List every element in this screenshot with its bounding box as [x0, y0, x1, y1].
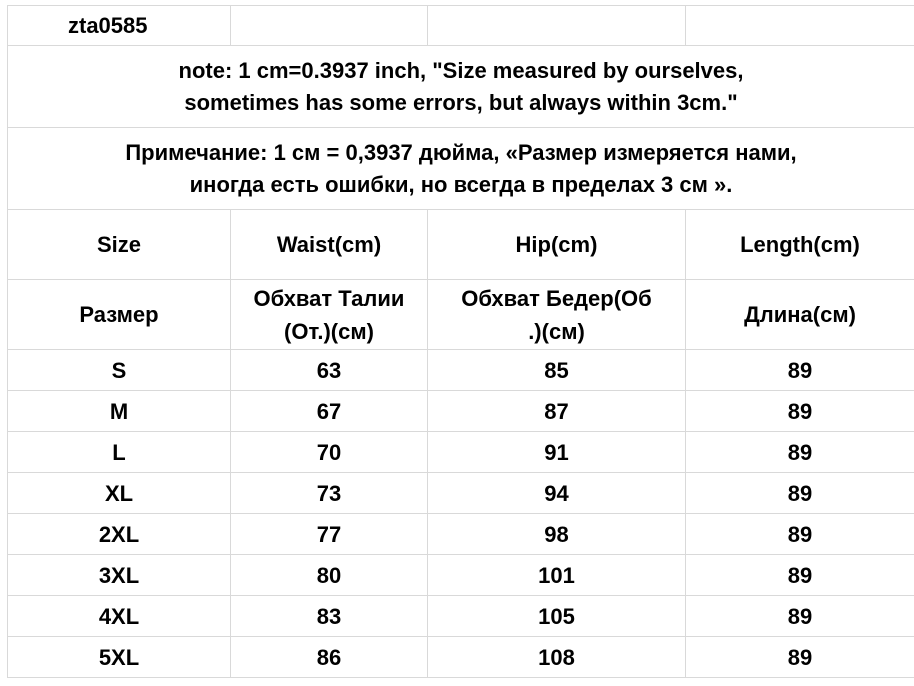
- header-waist: Waist(cm): [231, 210, 428, 280]
- header-ru-length-line-1: Длина(см): [744, 302, 856, 327]
- table-row: [8, 432, 914, 473]
- size-cell: L: [8, 432, 231, 473]
- waist-cell: 63: [231, 350, 428, 391]
- table-row: [8, 637, 914, 678]
- empty-cell: [231, 6, 428, 46]
- note-english-line-1: note: 1 cm=0.3937 inch, "Size measured by ourselves,: [178, 57, 744, 83]
- hip-cell: 105: [428, 596, 686, 637]
- header-ru-size-line-1: Размер: [79, 302, 159, 327]
- product-code-cell: zta0585: [8, 6, 231, 46]
- size-cell: XL: [8, 473, 231, 514]
- header-length: Length(cm): [686, 210, 914, 280]
- waist-cell: 73: [231, 473, 428, 514]
- header-russian-row: [8, 280, 914, 350]
- header-ru-waist-line-2: (От.)(см): [284, 318, 374, 344]
- waist-cell: 70: [231, 432, 428, 473]
- note-russian-cell: [8, 128, 914, 210]
- hip-cell: 85: [428, 350, 686, 391]
- length-cell: 89: [686, 514, 914, 555]
- length-cell: 89: [686, 391, 914, 432]
- hip-cell: 87: [428, 391, 686, 432]
- table-row: [8, 596, 914, 637]
- note-russian-line-1: Примечание: 1 см = 0,3937 дюйма, «Размер измеряется нами,: [125, 139, 797, 165]
- header-ru-hip: [428, 280, 686, 350]
- waist-cell: 67: [231, 391, 428, 432]
- size-chart-table: [7, 5, 914, 678]
- waist-cell: 80: [231, 555, 428, 596]
- length-cell: 89: [686, 637, 914, 678]
- length-cell: 89: [686, 473, 914, 514]
- header-ru-hip-line-2: .)(см): [528, 318, 585, 344]
- header-size: Size: [8, 210, 231, 280]
- size-cell: 4XL: [8, 596, 231, 637]
- table-row: [8, 473, 914, 514]
- header-ru-waist: [231, 280, 428, 350]
- hip-cell: 94: [428, 473, 686, 514]
- header-english-row: [8, 210, 914, 280]
- hip-cell: 98: [428, 514, 686, 555]
- note-russian-row: [8, 128, 914, 210]
- hip-cell: 101: [428, 555, 686, 596]
- size-cell: S: [8, 350, 231, 391]
- note-english-cell: [8, 46, 914, 128]
- header-hip: Hip(cm): [428, 210, 686, 280]
- waist-cell: 83: [231, 596, 428, 637]
- waist-cell: 77: [231, 514, 428, 555]
- length-cell: 89: [686, 432, 914, 473]
- header-ru-size: [8, 280, 231, 350]
- size-cell: 2XL: [8, 514, 231, 555]
- hip-cell: 91: [428, 432, 686, 473]
- empty-cell: [428, 6, 686, 46]
- header-ru-hip-line-1: Обхват Бедер(Об: [461, 285, 652, 311]
- length-cell: 89: [686, 350, 914, 391]
- note-english-line-2: sometimes has some errors, but always within 3cm.": [184, 89, 738, 115]
- note-russian-line-2: иногда есть ошибки, но всегда в пределах 3 см ».: [189, 171, 733, 197]
- table-row: [8, 514, 914, 555]
- hip-cell: 108: [428, 637, 686, 678]
- table-row: [8, 391, 914, 432]
- size-cell: 3XL: [8, 555, 231, 596]
- table-row: [8, 350, 914, 391]
- length-cell: 89: [686, 596, 914, 637]
- waist-cell: 86: [231, 637, 428, 678]
- size-cell: 5XL: [8, 637, 231, 678]
- header-ru-waist-line-1: Обхват Талии: [253, 285, 405, 311]
- length-cell: 89: [686, 555, 914, 596]
- size-cell: M: [8, 391, 231, 432]
- product-code-row: [8, 6, 914, 46]
- header-ru-length: [686, 280, 914, 350]
- empty-cell: [686, 6, 914, 46]
- table-row: [8, 555, 914, 596]
- note-english-row: [8, 46, 914, 128]
